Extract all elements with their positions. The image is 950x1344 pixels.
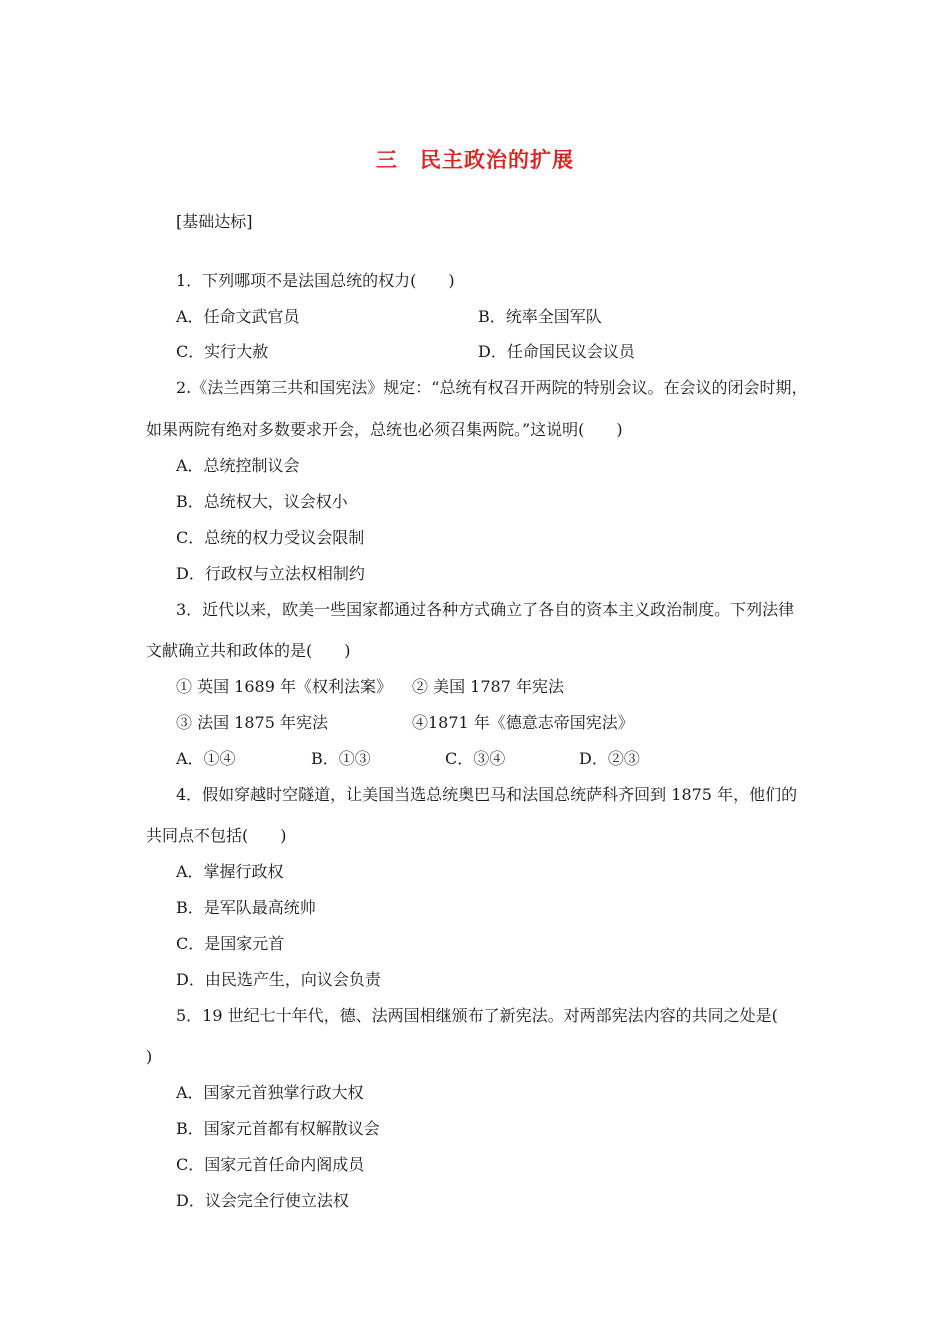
chapter-number: 三 bbox=[376, 148, 398, 172]
question-2-option-d: D．行政权与立法权相制约 bbox=[176, 564, 365, 583]
question-1-option-d: D．任命国民议会议员 bbox=[478, 342, 635, 361]
question-4-option-a: A．掌握行政权 bbox=[176, 862, 284, 881]
question-3-stem-line2: 文献确立共和政体的是( ) bbox=[146, 641, 351, 660]
question-5-stem-line2: ) bbox=[146, 1047, 153, 1066]
question-1-option-b: B．统率全国军队 bbox=[478, 307, 602, 326]
question-3-item-3: ③ 法国 1875 年宪法 bbox=[176, 713, 328, 732]
question-5-option-d: D．议会完全行使立法权 bbox=[176, 1191, 349, 1210]
question-5-stem-line1: 5．19 世纪七十年代，德、法两国相继颁布了新宪法。对两部宪法内容的共同之处是( bbox=[176, 1006, 778, 1025]
question-3-stem-line1: 3．近代以来，欧美一些国家都通过各种方式确立了各自的资本主义政治制度。下列法律 bbox=[176, 600, 795, 619]
question-2-option-a: A．总统控制议会 bbox=[176, 456, 300, 475]
question-1-stem: 1．下列哪项不是法国总统的权力( ) bbox=[176, 271, 455, 290]
question-5-option-b: B．国家元首都有权解散议会 bbox=[176, 1119, 380, 1138]
question-4-stem-line1: 4．假如穿越时空隧道，让美国当选总统奥巴马和法国总统萨科齐回到 1875 年，他们的 bbox=[176, 785, 798, 804]
question-4-option-d: D．由民选产生，向议会负责 bbox=[176, 970, 381, 989]
question-5-option-c: C．国家元首任命内阁成员 bbox=[176, 1155, 365, 1174]
question-3-option-c: C．③④ bbox=[445, 749, 506, 768]
question-1-option-c: C．实行大赦 bbox=[176, 342, 269, 361]
chapter-title: 民主政治的扩展 bbox=[420, 148, 574, 172]
question-3-item-4: ④1871 年《德意志帝国宪法》 bbox=[412, 713, 634, 732]
question-2-stem-line1: 2.《法兰西第三共和国宪法》规定：“总统有权召开两院的特别会议。在会议的闭会时期， bbox=[176, 378, 808, 397]
question-4-option-c: C．是国家元首 bbox=[176, 934, 285, 953]
question-1-option-a: A．任命文武官员 bbox=[176, 307, 300, 326]
question-4-stem-line2: 共同点不包括( ) bbox=[146, 826, 287, 845]
question-3-item-2: ② 美国 1787 年宪法 bbox=[412, 677, 564, 696]
question-2-stem-line2: 如果两院有绝对多数要求开会，总统也必须召集两院。”这说明( ) bbox=[146, 420, 623, 439]
question-2-option-c: C．总统的权力受议会限制 bbox=[176, 528, 365, 547]
page-title bbox=[0, 144, 950, 174]
question-2-option-b: B．总统权大，议会权小 bbox=[176, 492, 348, 511]
question-3-option-b: B．①③ bbox=[311, 749, 371, 768]
question-4-option-b: B．是军队最高统帅 bbox=[176, 898, 316, 917]
question-3-option-a: A．①④ bbox=[176, 749, 236, 768]
question-3-item-1: ① 英国 1689 年《权利法案》 bbox=[176, 677, 392, 696]
question-3-option-d: D．②③ bbox=[579, 749, 640, 768]
question-5-option-a: A．国家元首独掌行政大权 bbox=[176, 1083, 364, 1102]
section-label: [基础达标] bbox=[176, 212, 253, 231]
